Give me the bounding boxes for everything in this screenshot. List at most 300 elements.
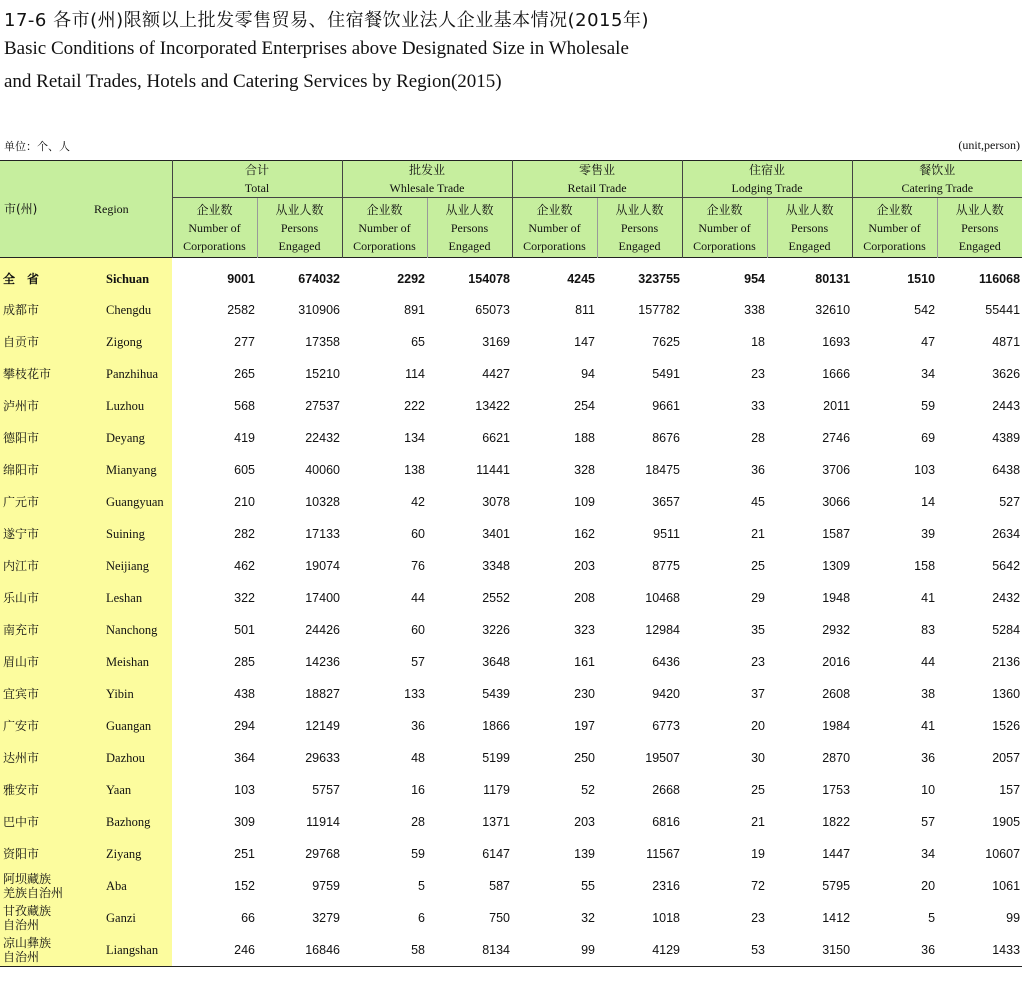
region-name-cn: 德阳市 bbox=[0, 422, 90, 454]
region-name-en: Bazhong bbox=[90, 806, 172, 838]
data-cell: 5199 bbox=[482, 751, 511, 765]
data-cell: 36 bbox=[921, 751, 936, 765]
data-cell: 5 bbox=[418, 879, 425, 893]
data-cell: 12984 bbox=[645, 623, 681, 637]
data-cell: 3169 bbox=[482, 335, 511, 349]
data-cell: 41 bbox=[921, 591, 936, 605]
data-cell: 323755 bbox=[638, 272, 681, 286]
region-name-en: Sichuan bbox=[90, 258, 172, 295]
region-name-en: Luzhou bbox=[90, 390, 172, 422]
data-cell: 52 bbox=[581, 783, 596, 797]
unit-label-cn: 单位：个、人 bbox=[4, 140, 70, 153]
header-persons-engaged: 从业人数 Persons Engaged bbox=[767, 198, 852, 258]
data-cell: 1179 bbox=[483, 783, 511, 797]
data-cell: 133 bbox=[404, 687, 425, 701]
data-cell: 364 bbox=[234, 751, 255, 765]
data-cell: 462 bbox=[234, 559, 255, 573]
data-cell: 17358 bbox=[305, 335, 340, 349]
data-cell: 3150 bbox=[767, 934, 852, 967]
data-cell: 3706 bbox=[822, 463, 851, 477]
statistics-table bbox=[0, 160, 1022, 967]
data-cell: 147 bbox=[574, 335, 596, 349]
data-cell: 18827 bbox=[305, 687, 340, 701]
data-cell: 4871 bbox=[992, 335, 1021, 349]
data-cell: 48 bbox=[411, 751, 425, 765]
data-cell: 25 bbox=[751, 783, 766, 797]
data-cell: 19507 bbox=[645, 751, 681, 765]
data-cell: 34 bbox=[921, 847, 936, 861]
region-name-en: Guangyuan bbox=[90, 486, 172, 518]
data-cell: 14236 bbox=[305, 655, 340, 669]
data-cell: 40060 bbox=[305, 463, 340, 477]
data-cell: 103 bbox=[914, 463, 936, 477]
data-cell: 587 bbox=[489, 879, 511, 893]
data-cell: 5795 bbox=[822, 879, 851, 893]
data-cell: 23 bbox=[751, 367, 766, 381]
data-cell: 36 bbox=[852, 934, 937, 967]
data-cell: 5439 bbox=[482, 687, 511, 701]
data-cell: 6436 bbox=[652, 655, 681, 669]
data-cell: 12149 bbox=[305, 719, 340, 733]
region-name-cn: 攀枝花市 bbox=[0, 358, 90, 390]
data-cell: 116068 bbox=[979, 272, 1021, 286]
data-cell: 34 bbox=[921, 367, 936, 381]
region-name-en: Guangan bbox=[90, 710, 172, 742]
data-cell: 30 bbox=[751, 751, 766, 765]
data-cell: 210 bbox=[234, 495, 255, 509]
data-cell: 605 bbox=[234, 463, 255, 477]
data-cell: 1693 bbox=[822, 335, 851, 349]
data-cell: 323 bbox=[574, 623, 596, 637]
header-persons-engaged: 从业人数 Persons Engaged bbox=[427, 198, 512, 258]
header-persons-engaged: 从业人数 Persons Engaged bbox=[937, 198, 1022, 258]
data-cell: 208 bbox=[574, 591, 596, 605]
region-name-cn: 南充市 bbox=[0, 614, 90, 646]
data-cell: 811 bbox=[575, 303, 596, 317]
data-cell: 1666 bbox=[822, 367, 851, 381]
data-cell: 18 bbox=[751, 335, 766, 349]
data-cell: 2443 bbox=[992, 399, 1021, 413]
table-row bbox=[0, 294, 1022, 326]
region-name-cn: 内江市 bbox=[0, 550, 90, 582]
data-cell: 254 bbox=[574, 399, 596, 413]
data-cell: 65073 bbox=[475, 303, 511, 317]
data-cell: 1866 bbox=[482, 719, 511, 733]
data-cell: 328 bbox=[574, 463, 596, 477]
table-row bbox=[0, 934, 1022, 967]
data-cell: 27537 bbox=[305, 399, 340, 413]
page-title-en-line1: Basic Conditions of Incorporated Enterprises above Designated Size in Wholesale bbox=[4, 38, 629, 59]
region-name-cn: 巴中市 bbox=[0, 806, 90, 838]
data-cell: 103 bbox=[234, 783, 255, 797]
data-cell: 9420 bbox=[652, 687, 681, 701]
data-cell: 9759 bbox=[312, 879, 340, 893]
data-cell: 22432 bbox=[305, 431, 340, 445]
region-name-cn: 广安市 bbox=[0, 710, 90, 742]
data-cell: 8775 bbox=[652, 559, 681, 573]
region-name-cn: 乐山市 bbox=[0, 582, 90, 614]
data-cell: 1447 bbox=[822, 847, 851, 861]
data-cell: 891 bbox=[404, 303, 425, 317]
data-cell: 21 bbox=[751, 815, 766, 829]
region-name-en: Liangshan bbox=[90, 934, 172, 967]
header-corporations: 企业数 Number of Corporations bbox=[852, 198, 937, 258]
data-cell: 251 bbox=[234, 847, 255, 861]
data-cell: 2136 bbox=[992, 655, 1021, 669]
data-cell: 2608 bbox=[822, 687, 851, 701]
data-cell: 20 bbox=[921, 879, 936, 893]
table-header bbox=[0, 161, 1022, 258]
data-cell: 25 bbox=[751, 559, 766, 573]
header-group-lodging: 住宿业 Lodging Trade bbox=[682, 161, 852, 198]
data-cell: 1360 bbox=[992, 687, 1021, 701]
data-cell: 501 bbox=[234, 623, 255, 637]
data-cell: 55441 bbox=[985, 303, 1021, 317]
data-cell: 10 bbox=[921, 783, 936, 797]
data-cell: 203 bbox=[574, 815, 596, 829]
data-cell: 285 bbox=[234, 655, 255, 669]
data-cell: 9661 bbox=[652, 399, 681, 413]
data-cell: 152 bbox=[234, 879, 255, 893]
table-body bbox=[0, 258, 1022, 967]
data-cell: 3279 bbox=[312, 911, 340, 925]
header-group-total: 合计 Total bbox=[172, 161, 342, 198]
region-name-cn: 甘孜藏族 自治州 bbox=[0, 902, 90, 934]
data-cell: 265 bbox=[234, 367, 255, 381]
table-row bbox=[0, 710, 1022, 742]
data-cell: 2011 bbox=[823, 399, 851, 413]
data-cell: 230 bbox=[574, 687, 596, 701]
header-corporations: 企业数 Number of Corporations bbox=[172, 198, 257, 258]
data-cell: 23 bbox=[751, 911, 766, 925]
data-cell: 57 bbox=[921, 815, 936, 829]
data-cell: 438 bbox=[234, 687, 255, 701]
data-cell: 1587 bbox=[822, 527, 851, 541]
region-name-en: Chengdu bbox=[90, 294, 172, 326]
data-cell: 20 bbox=[751, 719, 766, 733]
table-row bbox=[0, 614, 1022, 646]
region-name-cn: 宜宾市 bbox=[0, 678, 90, 710]
region-name-en: Leshan bbox=[90, 582, 172, 614]
data-cell: 1948 bbox=[822, 591, 851, 605]
data-cell: 10328 bbox=[305, 495, 340, 509]
data-cell: 1526 bbox=[992, 719, 1021, 733]
data-cell: 44 bbox=[921, 655, 936, 669]
data-cell: 18475 bbox=[645, 463, 681, 477]
data-cell: 44 bbox=[411, 591, 425, 605]
table-row bbox=[0, 582, 1022, 614]
data-cell: 1984 bbox=[822, 719, 851, 733]
region-name-cn: 遂宁市 bbox=[0, 518, 90, 550]
data-cell: 28 bbox=[411, 815, 425, 829]
table-row bbox=[0, 646, 1022, 678]
region-name-cn: 成都市 bbox=[0, 294, 90, 326]
data-cell: 9001 bbox=[227, 272, 255, 286]
data-cell: 6816 bbox=[652, 815, 681, 829]
table-row bbox=[0, 774, 1022, 806]
data-cell: 2634 bbox=[992, 527, 1021, 541]
data-cell: 2668 bbox=[652, 783, 681, 797]
header-corporations: 企业数 Number of Corporations bbox=[682, 198, 767, 258]
data-cell: 277 bbox=[234, 335, 255, 349]
data-cell: 4427 bbox=[482, 367, 511, 381]
data-cell: 29 bbox=[751, 591, 766, 605]
data-cell: 59 bbox=[411, 847, 425, 861]
data-cell: 3401 bbox=[482, 527, 511, 541]
data-cell: 39 bbox=[921, 527, 936, 541]
table-row bbox=[0, 838, 1022, 870]
region-name-en: Mianyang bbox=[90, 454, 172, 486]
data-cell: 2582 bbox=[227, 303, 255, 317]
data-cell: 33 bbox=[751, 399, 766, 413]
region-name-en: Panzhihua bbox=[90, 358, 172, 390]
header-region: Region bbox=[90, 161, 172, 258]
data-cell: 19074 bbox=[305, 559, 340, 573]
data-cell: 7625 bbox=[652, 335, 681, 349]
page-title-en-line2: and Retail Trades, Hotels and Catering Services by Region(2015) bbox=[4, 71, 502, 92]
data-cell: 11914 bbox=[306, 815, 340, 829]
data-cell: 542 bbox=[914, 303, 936, 317]
data-cell: 3348 bbox=[482, 559, 511, 573]
data-cell: 158 bbox=[914, 559, 936, 573]
data-cell: 161 bbox=[574, 655, 596, 669]
data-cell: 154078 bbox=[468, 272, 511, 286]
data-cell: 53 bbox=[682, 934, 767, 967]
region-name-en: Nanchong bbox=[90, 614, 172, 646]
data-cell: 4129 bbox=[597, 934, 682, 967]
data-cell: 21 bbox=[751, 527, 766, 541]
data-cell: 309 bbox=[234, 815, 255, 829]
data-cell: 1309 bbox=[822, 559, 851, 573]
region-name-en: Deyang bbox=[90, 422, 172, 454]
unit-label-en: (unit,person) bbox=[958, 138, 1020, 152]
data-cell: 99 bbox=[512, 934, 597, 967]
data-cell: 65 bbox=[411, 335, 425, 349]
data-cell: 94 bbox=[581, 367, 596, 381]
table-row bbox=[0, 902, 1022, 934]
data-cell: 80131 bbox=[815, 272, 851, 286]
data-cell: 203 bbox=[574, 559, 596, 573]
data-cell: 109 bbox=[574, 495, 596, 509]
data-cell: 17400 bbox=[305, 591, 340, 605]
data-cell: 55 bbox=[581, 879, 596, 893]
data-cell: 310906 bbox=[298, 303, 340, 317]
header-group-retail: 零售业 Retail Trade bbox=[512, 161, 682, 198]
data-cell: 4389 bbox=[992, 431, 1021, 445]
data-cell: 419 bbox=[234, 431, 255, 445]
data-cell: 29633 bbox=[305, 751, 340, 765]
region-name-cn: 资阳市 bbox=[0, 838, 90, 870]
region-name-cn: 绵阳市 bbox=[0, 454, 90, 486]
data-cell: 1905 bbox=[992, 815, 1021, 829]
data-cell: 14 bbox=[921, 495, 936, 509]
data-cell: 322 bbox=[234, 591, 255, 605]
data-cell: 6621 bbox=[482, 431, 511, 445]
data-cell: 10607 bbox=[985, 847, 1021, 861]
data-cell: 6773 bbox=[652, 719, 681, 733]
data-cell: 35 bbox=[751, 623, 766, 637]
data-cell: 6438 bbox=[992, 463, 1021, 477]
data-cell: 338 bbox=[744, 303, 766, 317]
data-cell: 2016 bbox=[822, 655, 851, 669]
table-row bbox=[0, 550, 1022, 582]
data-cell: 16846 bbox=[257, 934, 342, 967]
data-cell: 2932 bbox=[822, 623, 851, 637]
data-cell: 188 bbox=[574, 431, 596, 445]
data-cell: 138 bbox=[404, 463, 425, 477]
data-cell: 1433 bbox=[937, 934, 1022, 967]
data-cell: 3626 bbox=[992, 367, 1021, 381]
region-name-en: Yibin bbox=[90, 678, 172, 710]
data-cell: 4245 bbox=[567, 272, 596, 286]
data-cell: 1510 bbox=[907, 272, 936, 286]
header-persons-engaged: 从业人数 Persons Engaged bbox=[597, 198, 682, 258]
data-cell: 2057 bbox=[992, 751, 1021, 765]
data-cell: 1412 bbox=[822, 911, 851, 925]
data-cell: 10468 bbox=[645, 591, 681, 605]
header-persons-engaged: 从业人数 Persons Engaged bbox=[257, 198, 342, 258]
region-name-en: Suining bbox=[90, 518, 172, 550]
data-cell: 954 bbox=[744, 272, 766, 286]
data-cell: 282 bbox=[234, 527, 255, 541]
data-cell: 568 bbox=[234, 399, 255, 413]
data-cell: 19 bbox=[751, 847, 766, 861]
data-cell: 294 bbox=[234, 719, 255, 733]
data-cell: 162 bbox=[574, 527, 596, 541]
data-cell: 5642 bbox=[992, 559, 1021, 573]
data-cell: 6 bbox=[418, 911, 425, 925]
data-cell: 527 bbox=[999, 495, 1021, 509]
data-cell: 674032 bbox=[298, 272, 340, 286]
data-cell: 28 bbox=[751, 431, 766, 445]
data-cell: 222 bbox=[404, 399, 425, 413]
data-cell: 17133 bbox=[305, 527, 340, 541]
data-cell: 23 bbox=[751, 655, 766, 669]
data-cell: 60 bbox=[411, 527, 425, 541]
table-row bbox=[0, 358, 1022, 390]
region-name-cn: 眉山市 bbox=[0, 646, 90, 678]
data-cell: 2746 bbox=[822, 431, 851, 445]
data-cell: 6147 bbox=[482, 847, 511, 861]
region-name-cn: 全 省 bbox=[0, 258, 90, 295]
region-name-cn: 凉山彝族 自治州 bbox=[0, 934, 90, 967]
data-cell: 24426 bbox=[305, 623, 340, 637]
data-cell: 41 bbox=[921, 719, 936, 733]
data-cell: 5491 bbox=[652, 367, 681, 381]
table-row bbox=[0, 806, 1022, 838]
table-row bbox=[0, 326, 1022, 358]
table-row bbox=[0, 486, 1022, 518]
data-cell: 8676 bbox=[652, 431, 681, 445]
data-cell: 32 bbox=[581, 911, 596, 925]
region-name-cn: 雅安市 bbox=[0, 774, 90, 806]
data-cell: 5284 bbox=[992, 623, 1021, 637]
data-cell: 2870 bbox=[822, 751, 851, 765]
data-cell: 3226 bbox=[482, 623, 511, 637]
data-cell: 58 bbox=[342, 934, 427, 967]
data-cell: 47 bbox=[921, 335, 936, 349]
header-group-wholesale: 批发业 Whlesale Trade bbox=[342, 161, 512, 198]
data-cell: 69 bbox=[921, 431, 936, 445]
table-row bbox=[0, 870, 1022, 902]
data-cell: 15210 bbox=[305, 367, 340, 381]
table-row bbox=[0, 422, 1022, 454]
data-cell: 83 bbox=[921, 623, 936, 637]
page-title-cn: 17-6 各市(州)限额以上批发零售贸易、住宿餐饮业法人企业基本情况(2015年) bbox=[4, 10, 649, 31]
data-cell: 11441 bbox=[476, 463, 511, 477]
data-cell: 3648 bbox=[482, 655, 511, 669]
region-name-en: Meishan bbox=[90, 646, 172, 678]
table-row bbox=[0, 454, 1022, 486]
data-cell: 8134 bbox=[427, 934, 512, 967]
data-cell: 11567 bbox=[646, 847, 681, 861]
data-cell: 1822 bbox=[822, 815, 851, 829]
data-cell: 134 bbox=[404, 431, 425, 445]
data-cell: 2316 bbox=[652, 879, 681, 893]
data-cell: 157 bbox=[999, 783, 1021, 797]
region-name-cn: 阿坝藏族 羌族自治州 bbox=[0, 870, 90, 902]
region-name-en: Neijiang bbox=[90, 550, 172, 582]
data-cell: 76 bbox=[411, 559, 425, 573]
data-cell: 66 bbox=[241, 911, 255, 925]
region-name-cn: 自贡市 bbox=[0, 326, 90, 358]
data-cell: 99 bbox=[1006, 911, 1021, 925]
data-cell: 1061 bbox=[992, 879, 1021, 893]
data-cell: 38 bbox=[921, 687, 936, 701]
data-cell: 57 bbox=[411, 655, 425, 669]
data-cell: 3657 bbox=[652, 495, 681, 509]
data-cell: 3078 bbox=[482, 495, 511, 509]
header-city: 市(州) bbox=[0, 161, 90, 258]
region-name-cn: 广元市 bbox=[0, 486, 90, 518]
region-name-en: Dazhou bbox=[90, 742, 172, 774]
region-name-cn: 泸州市 bbox=[0, 390, 90, 422]
data-cell: 5 bbox=[928, 911, 936, 925]
table-row bbox=[0, 678, 1022, 710]
data-cell: 2552 bbox=[482, 591, 511, 605]
data-cell: 2432 bbox=[992, 591, 1021, 605]
region-name-en: Ganzi bbox=[90, 902, 172, 934]
data-cell: 157782 bbox=[638, 303, 681, 317]
header-corporations: 企业数 Number of Corporations bbox=[512, 198, 597, 258]
data-cell: 139 bbox=[574, 847, 596, 861]
data-cell: 42 bbox=[411, 495, 425, 509]
data-cell: 36 bbox=[411, 719, 425, 733]
data-cell: 1753 bbox=[822, 783, 851, 797]
data-cell: 750 bbox=[489, 911, 511, 925]
data-cell: 29768 bbox=[305, 847, 340, 861]
table-row bbox=[0, 390, 1022, 422]
region-name-en: Aba bbox=[90, 870, 172, 902]
data-cell: 250 bbox=[574, 751, 596, 765]
data-cell: 246 bbox=[172, 934, 257, 967]
table-row bbox=[0, 518, 1022, 550]
data-cell: 32610 bbox=[815, 303, 851, 317]
data-cell: 36 bbox=[751, 463, 766, 477]
header-group-catering: 餐饮业 Catering Trade bbox=[852, 161, 1022, 198]
header-corporations: 企业数 Number of Corporations bbox=[342, 198, 427, 258]
data-cell: 37 bbox=[751, 687, 766, 701]
region-name-cn: 达州市 bbox=[0, 742, 90, 774]
data-cell: 60 bbox=[411, 623, 425, 637]
data-cell: 72 bbox=[751, 879, 766, 893]
region-name-en: Zigong bbox=[90, 326, 172, 358]
data-cell: 197 bbox=[574, 719, 596, 733]
data-cell: 59 bbox=[921, 399, 936, 413]
data-cell: 5757 bbox=[312, 783, 340, 797]
data-cell: 2292 bbox=[397, 272, 425, 286]
table-row-total bbox=[0, 258, 1022, 295]
